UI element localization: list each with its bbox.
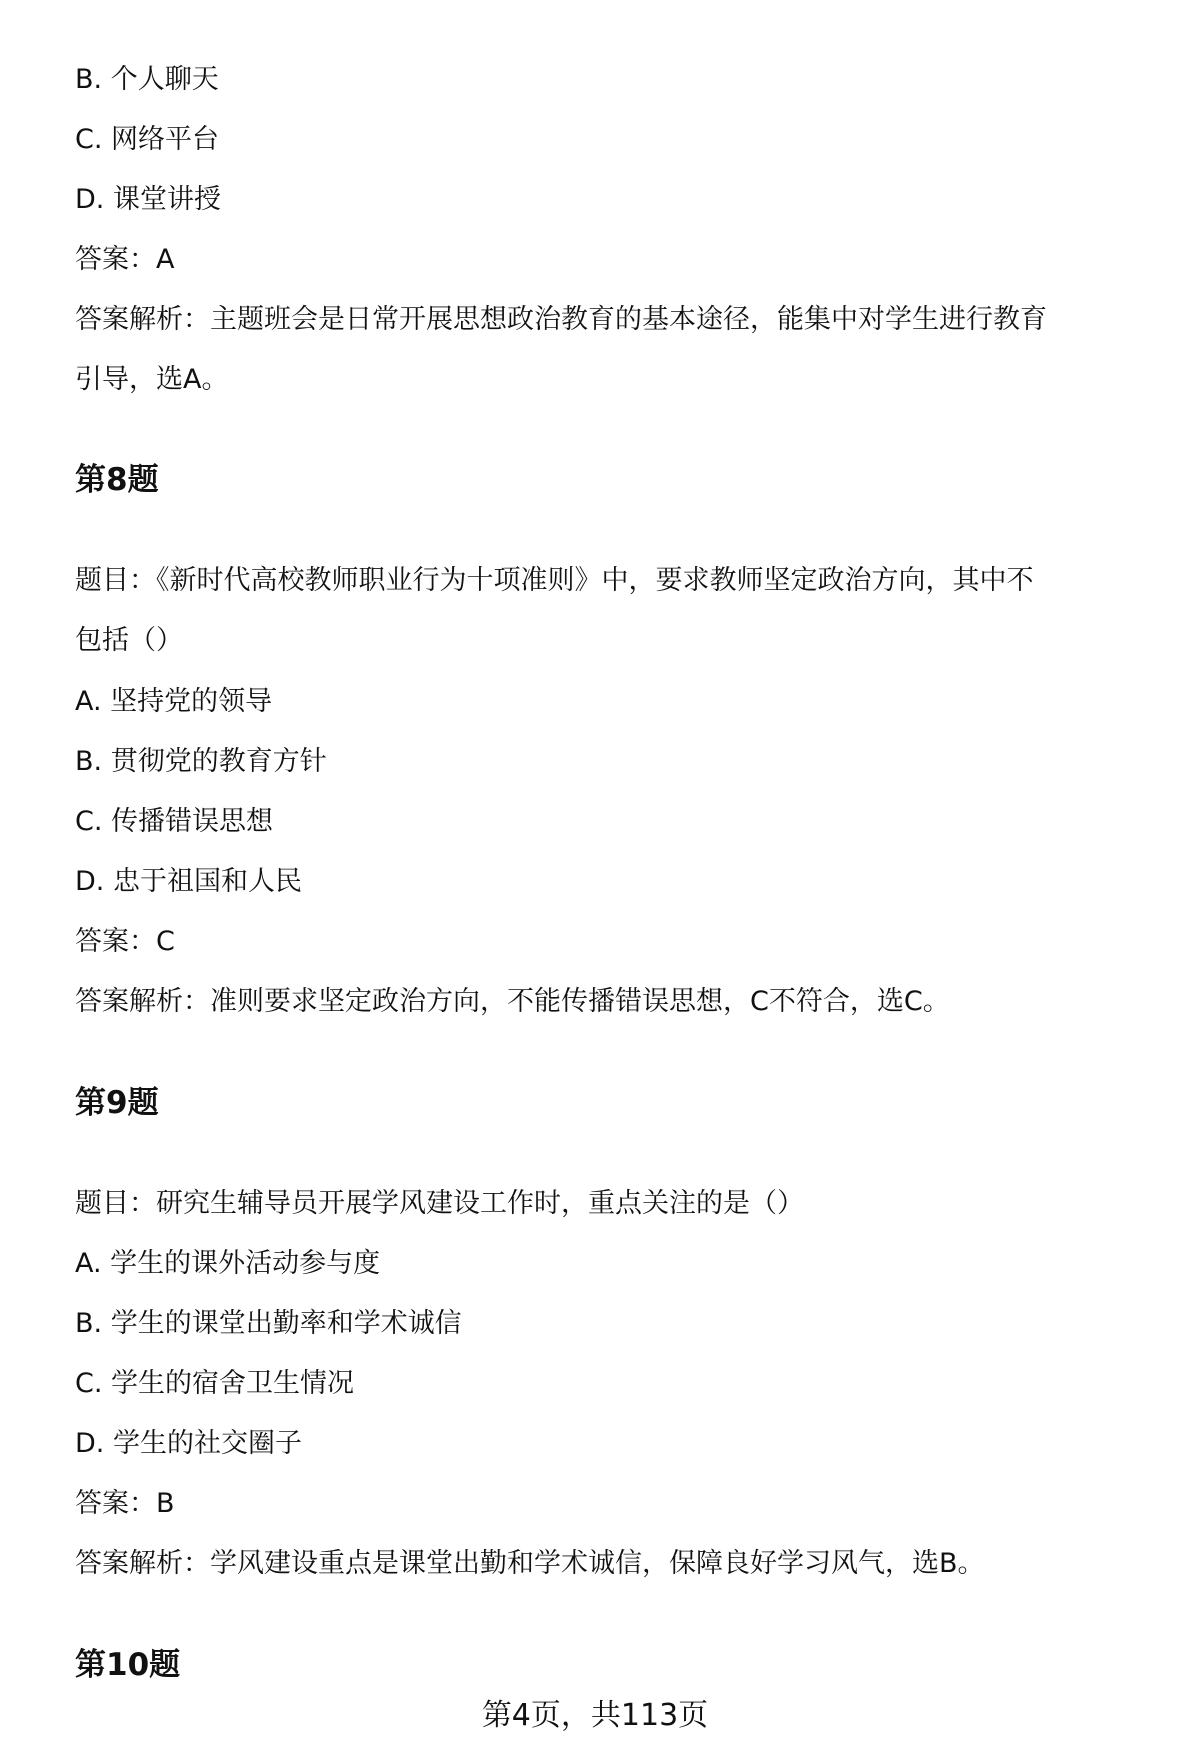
- q9-option-d: D. 学生的社交圈子: [75, 1428, 302, 1459]
- q9-option-c: C. 学生的宿舍卫生情况: [75, 1368, 355, 1399]
- q8-question-line1: 题目：《新时代高校教师职业行为十项准则》中，要求教师坚定政治方向，其中不: [75, 565, 1034, 596]
- q7-analysis-line2: 引导，选A。: [75, 364, 229, 395]
- q7-option-d: D. 课堂讲授: [75, 184, 221, 215]
- q9-option-a: A. 学生的课外活动参与度: [75, 1248, 381, 1279]
- q8-question-line2: 包括（）: [75, 625, 183, 656]
- q10-title: 第10题: [75, 1647, 181, 1683]
- q7-option-b: B. 个人聊天: [75, 64, 219, 95]
- page-footer: 第4页，共113页: [481, 1698, 709, 1733]
- q9-option-b: B. 学生的课堂出勤率和学术诚信: [75, 1308, 462, 1339]
- q9-analysis: 答案解析：学风建设重点是课堂出勤和学术诚信，保障良好学习风气，选B。: [75, 1548, 985, 1579]
- q7-answer: 答案：A: [75, 244, 175, 275]
- q8-option-c: C. 传播错误思想: [75, 806, 274, 837]
- q8-option-b: B. 贯彻党的教育方针: [75, 746, 327, 777]
- q7-analysis-line1: 答案解析：主题班会是日常开展思想政治教育的基本途径，能集中对学生进行教育: [75, 304, 1047, 335]
- q8-title: 第8题: [75, 462, 159, 498]
- q9-answer: 答案：B: [75, 1488, 175, 1519]
- q9-question: 题目：研究生辅导员开展学风建设工作时，重点关注的是（）: [75, 1188, 804, 1219]
- q8-option-a: A. 坚持党的领导: [75, 686, 273, 717]
- q9-title: 第9题: [75, 1085, 159, 1121]
- q7-option-c: C. 网络平台: [75, 124, 220, 155]
- q8-analysis: 答案解析：准则要求坚定政治方向，不能传播错误思想，C不符合，选C。: [75, 986, 950, 1017]
- q8-answer: 答案：C: [75, 926, 175, 957]
- q8-option-d: D. 忠于祖国和人民: [75, 866, 302, 897]
